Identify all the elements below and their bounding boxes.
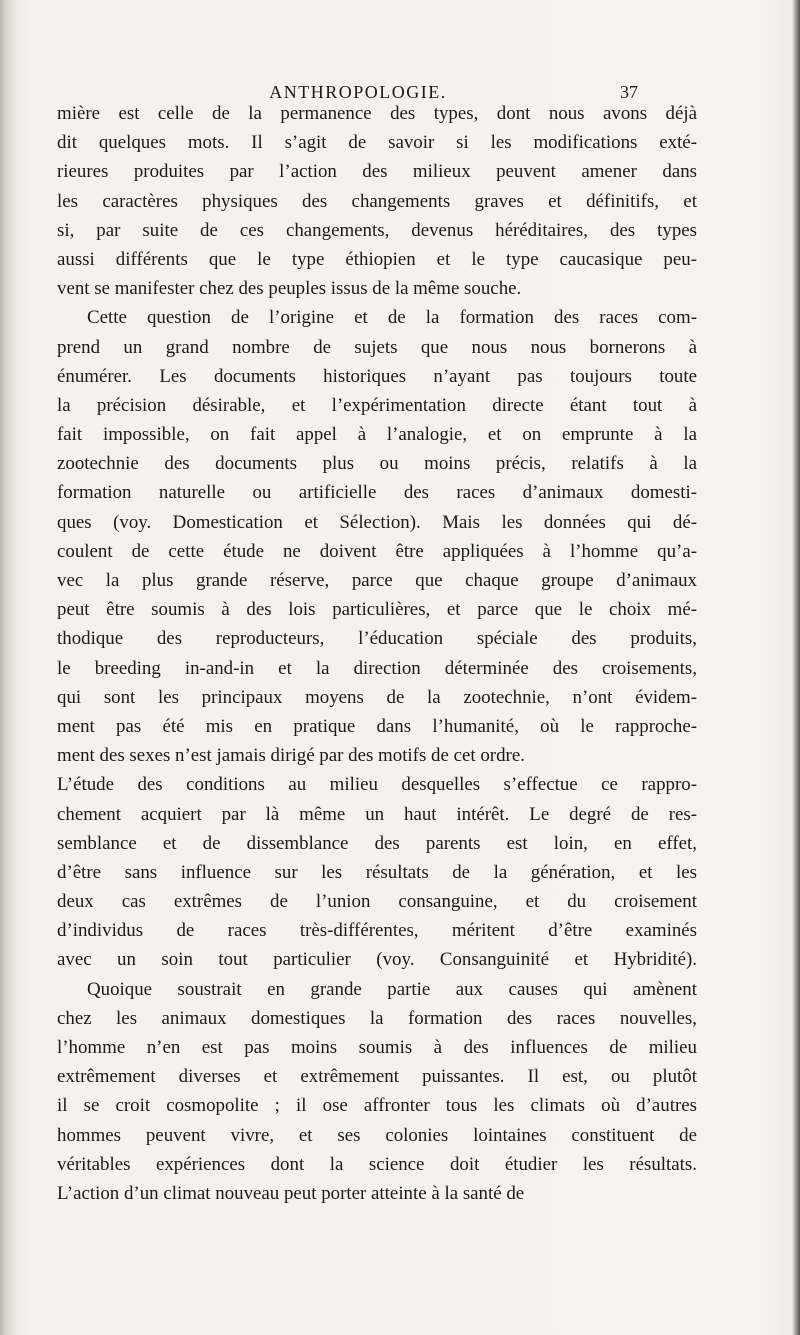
text-line: ment des sexes n’est jamais dirigé par des motifs de cet ordre.	[57, 745, 525, 767]
text-line: thodique des reproducteurs, l’éducation spéciale des produits,	[57, 628, 697, 650]
text-line: formation naturelle ou artificielle des races d’animaux domesti-	[57, 482, 697, 504]
text-line: rieures produites par l’action des milieux peuvent amener dans	[57, 161, 697, 183]
running-title: ANTHROPOLOGIE.	[269, 82, 447, 102]
body-text	[57, 99, 697, 1208]
text-line: Cette question de l’origine et de la formation des races com-	[87, 307, 697, 329]
text-line: ques (voy. Domestication et Sélection). Mais les données qui dé-	[57, 511, 697, 533]
text-line: hommes peuvent vivre, et ses colonies lointaines constituent de	[57, 1124, 697, 1146]
page-gutter-shadow	[0, 0, 16, 1335]
text-line: mière est celle de la permanence des types, dont nous avons déjà	[57, 103, 697, 124]
text-line: prend un grand nombre de sujets que nous nous bornerons à	[57, 336, 697, 358]
text-line: peut être soumis à des lois particulières, et parce que le choix mé-	[57, 599, 697, 621]
text-line: il se croit cosmopolite ; il ose affronter tous les climats où d’autres	[57, 1095, 697, 1117]
text-line: chement acquiert par là même un haut intérêt. Le degré de res-	[57, 803, 697, 825]
text-line: extrêmement diverses et extrêmement puissantes. Il est, ou plutôt	[57, 1066, 697, 1088]
text-line: deux cas extrêmes de l’union consanguine, et du croisement	[57, 891, 697, 913]
text-line: avec un soin tout particulier (voy. Consanguinité et Hybridité).	[57, 949, 697, 971]
text-line: d’être sans influence sur les résultats de la génération, et les	[57, 861, 697, 883]
text-line: vent se manifester chez des peuples issus de la même souche.	[57, 278, 522, 300]
text-line: semblance et de dissemblance des parents est loin, en effet,	[57, 832, 697, 854]
text-line: le breeding in-and-in et la direction déterminée des croisements,	[57, 657, 697, 679]
text-line: ment pas été mis en pratique dans l’humanité, où le rapproche-	[57, 715, 697, 737]
text-line: aussi différents que le type éthiopien et le type caucasique peu-	[57, 248, 697, 270]
text-line: si, par suite de ces changements, devenus héréditaires, des types	[57, 219, 697, 241]
text-line: véritables expériences dont la science doit étudier les résultats.	[57, 1153, 697, 1175]
text-line: qui sont les principaux moyens de la zootechnie, n’ont évidem-	[57, 686, 697, 708]
text-line: la précision désirable, et l’expérimentation directe étant tout à	[57, 394, 697, 416]
text-line: L’étude des conditions au milieu desquelles s’effectue ce rappro-	[57, 774, 697, 796]
text-line: dit quelques mots. Il s’agit de savoir si les modifications exté-	[57, 132, 697, 154]
text-line: énumérer. Les documents historiques n’ayant pas toujours toute	[57, 365, 697, 387]
text-line: Quoique soustrait en grande partie aux causes qui amènent	[87, 978, 697, 1000]
text-line: vec la plus grande réserve, parce que chaque groupe d’animaux	[57, 570, 697, 591]
text-line: les caractères physiques des changements graves et définitifs, et	[57, 190, 697, 212]
text-line: fait impossible, on fait appel à l’analogie, et on emprunte à la	[57, 424, 697, 446]
text-line: L’action d’un climat nouveau peut porter atteinte à la santé de	[57, 1182, 525, 1204]
text-line: chez les animaux domestiques la formation des races nouvelles,	[57, 1007, 697, 1029]
text-line: coulent de cette étude ne doivent être appliquées à l’homme qu’a-	[57, 540, 697, 562]
text-line: zootechnie des documents plus ou moins précis, relatifs à la	[57, 453, 697, 475]
text-line: l’homme n’en est pas moins soumis à des influences de milieu	[57, 1037, 697, 1058]
page-edge-shadow	[792, 0, 800, 1335]
text-line: d’individus de races très-différentes, méritent d’être examinés	[57, 920, 697, 942]
page-number: 37	[620, 82, 638, 102]
